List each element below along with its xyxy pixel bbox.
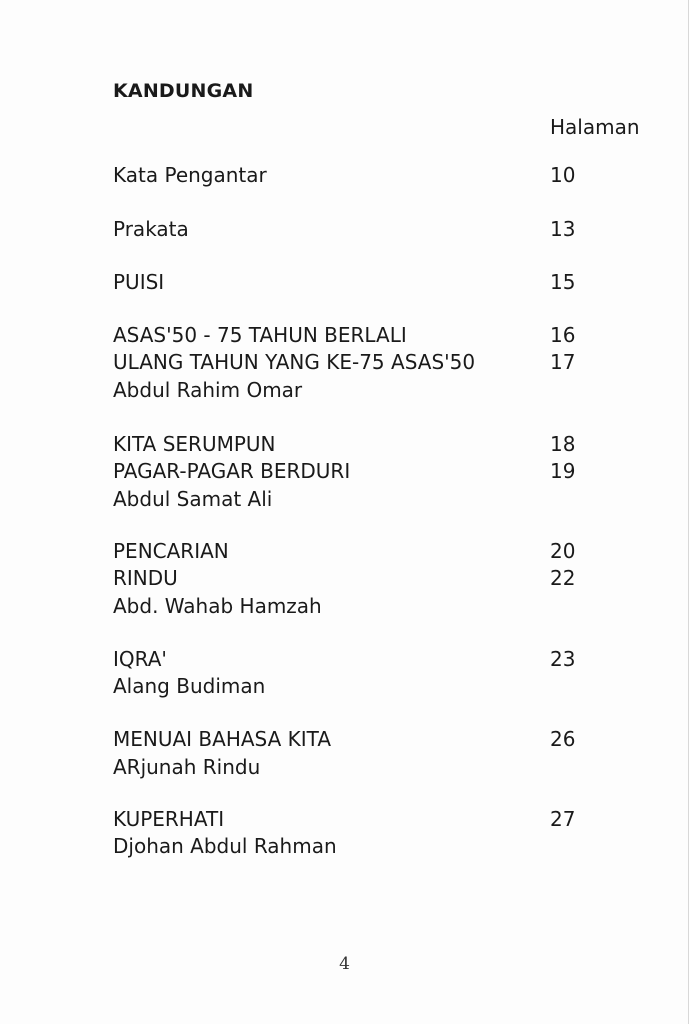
toc-entry xyxy=(113,322,633,348)
toc-author xyxy=(113,754,633,780)
toc-entry xyxy=(113,646,633,672)
toc-entry-title: PUISI xyxy=(113,270,165,294)
toc-author-name: Alang Budiman xyxy=(113,674,266,698)
toc-entry-title: Kata Pengantar xyxy=(113,163,267,187)
toc-entry-title: KUPERHATI xyxy=(113,807,225,831)
toc-heading: KANDUNGAN xyxy=(113,80,254,102)
toc-entry xyxy=(113,806,633,832)
toc-entry-title: PENCARIAN xyxy=(113,539,229,563)
toc-entry-title: Prakata xyxy=(113,217,189,241)
toc-entry xyxy=(113,349,633,375)
toc-entry-title: ASAS'50 - 75 TAHUN BERLALI xyxy=(113,323,407,347)
toc-entry-page: 16 xyxy=(550,323,576,347)
toc-author xyxy=(113,673,633,699)
toc-entry-title: PAGAR-PAGAR BERDURI xyxy=(113,459,351,483)
toc-entry xyxy=(113,162,633,188)
toc-entry-page: 15 xyxy=(550,270,576,294)
footer-page-number: 4 xyxy=(339,954,350,974)
toc-author-name: Djohan Abdul Rahman xyxy=(113,834,337,858)
toc-entry-page: 23 xyxy=(550,647,576,671)
toc-author xyxy=(113,486,633,512)
toc-author xyxy=(113,833,633,859)
toc-entry-page: 20 xyxy=(550,539,576,563)
toc-entry-page: 10 xyxy=(550,163,576,187)
toc-author-name: Abdul Samat Ali xyxy=(113,487,273,511)
toc-entry-title: RINDU xyxy=(113,566,178,590)
toc-entry xyxy=(113,538,633,564)
toc-entry-title: MENUAI BAHASA KITA xyxy=(113,727,332,751)
toc-entry xyxy=(113,565,633,591)
toc-entry-page: 19 xyxy=(550,459,576,483)
page-column-label: Halaman xyxy=(550,115,640,139)
toc-entry-page: 26 xyxy=(550,727,576,751)
toc-author-name: ARjunah Rindu xyxy=(113,755,261,779)
toc-entry-page: 18 xyxy=(550,432,576,456)
toc-author-name: Abd. Wahab Hamzah xyxy=(113,594,322,618)
toc-author-name: Abdul Rahim Omar xyxy=(113,378,303,402)
toc-entry xyxy=(113,431,633,457)
toc-entry-page: 22 xyxy=(550,566,576,590)
toc-entry-page: 17 xyxy=(550,350,576,374)
toc-entry-page: 13 xyxy=(550,217,576,241)
toc-entry xyxy=(113,269,633,295)
toc-entry xyxy=(113,216,633,242)
toc-author xyxy=(113,593,633,619)
toc-entry-title: IQRA' xyxy=(113,647,167,671)
toc-entry-title: KITA SERUMPUN xyxy=(113,432,276,456)
toc-entry xyxy=(113,458,633,484)
toc-entry-title: ULANG TAHUN YANG KE-75 ASAS'50 xyxy=(113,350,476,374)
toc-author xyxy=(113,377,633,403)
toc-entry xyxy=(113,726,633,752)
toc-entry-page: 27 xyxy=(550,807,576,831)
